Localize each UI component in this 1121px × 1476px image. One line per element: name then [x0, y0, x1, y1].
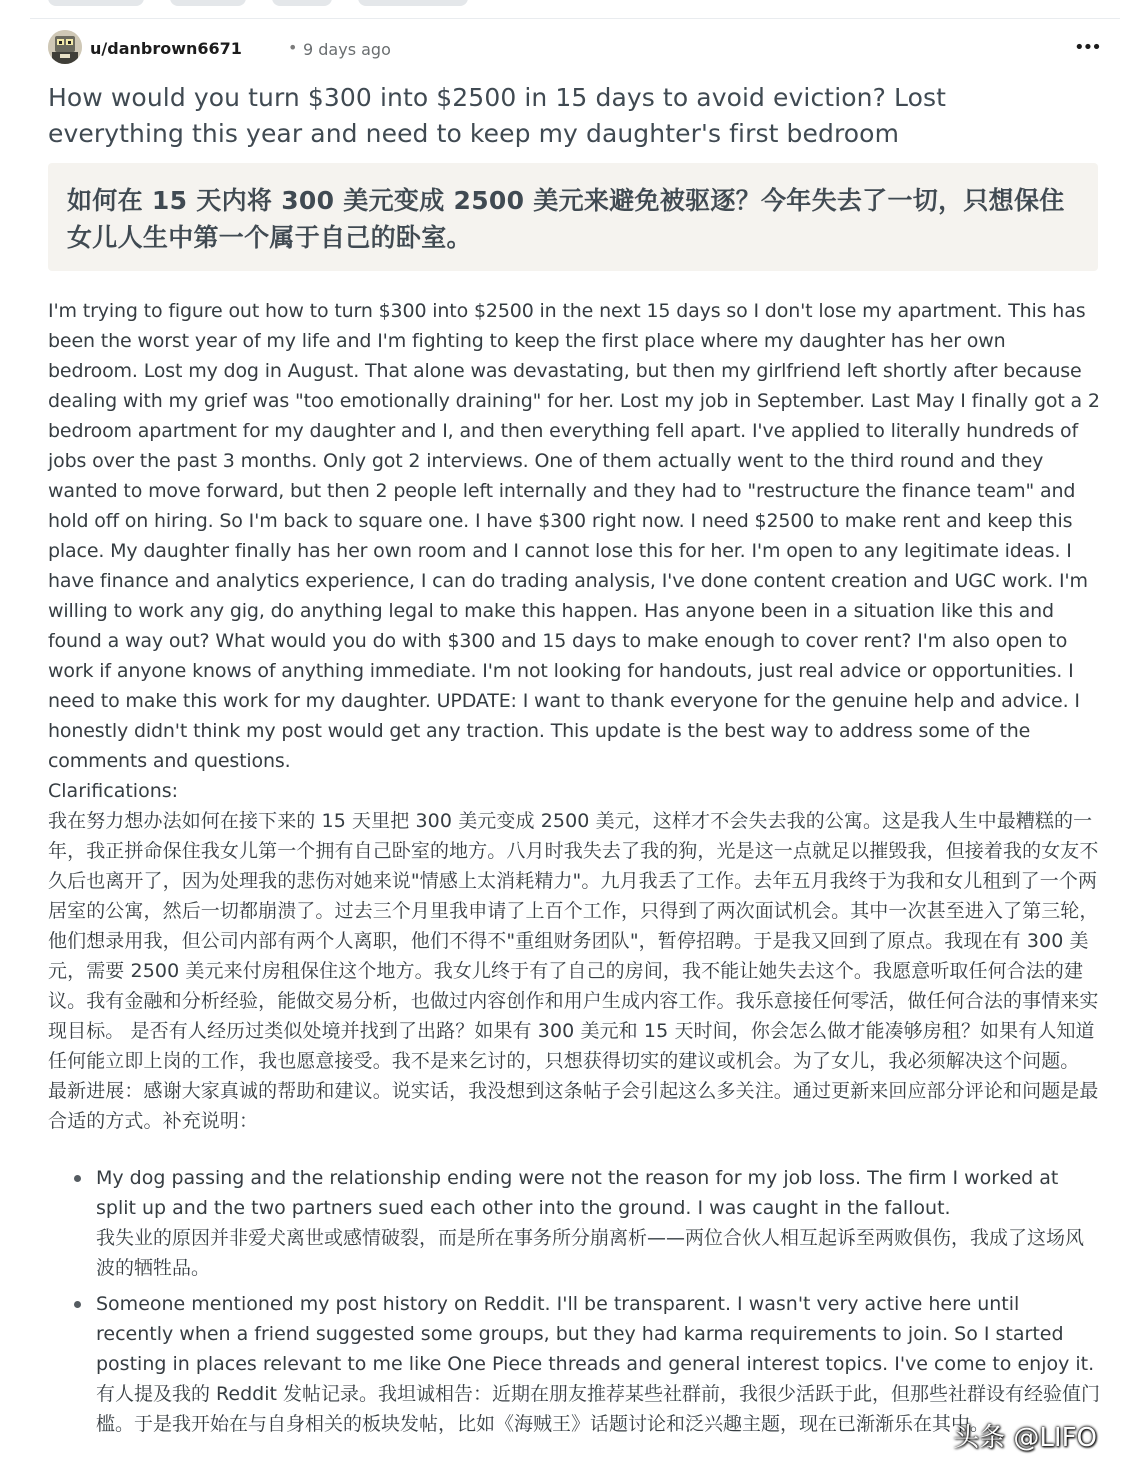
list-item-chinese: 有人提及我的 Reddit 发帖记录。我坦诚相告：近期在朋友推荐某些社群前，我很少活跃于此，但那些社群设有经验值门槛。于是我开始在与自身相关的板块发帖，比如《海贼王》话题讨论和泛兴趣主题，现在已渐渐乐在其中。: [96, 1383, 1100, 1435]
list-item: [48, 1163, 1100, 1283]
divider: [30, 18, 1120, 19]
post-timestamp: 9 days ago: [303, 40, 391, 59]
filter-pill[interactable]: [48, 0, 144, 6]
more-options-icon[interactable]: •••: [1074, 37, 1100, 58]
top-filter-pills: [48, 0, 468, 6]
meta-separator: •: [288, 38, 298, 57]
post-header: [48, 30, 1098, 68]
filter-pill[interactable]: [358, 0, 468, 6]
post-body: [48, 296, 1100, 1136]
title-translation-box: [48, 163, 1098, 271]
filter-pill[interactable]: [272, 0, 332, 6]
post-body-chinese: 我在努力想办法如何在接下来的 15 天里把 300 美元变成 2500 美元，这样才不会失去我的公寓。这是我人生中最糟糕的一年，我正拼命保住我女儿第一个拥有自己卧室的地方。八月时我失去了我的狗，光是这一点就足以摧毁我，但接着我的女友不久后也离开了，因为处理我的悲伤对她来说"情感上太消耗精力"。九月我丢了工作。去年五月我终于为我和女儿租到了一个两居室的公寓，然后一切都崩溃了。过去三个月里我申请了上百个工作，只得到了两次面试机会。其中一次甚至进入了第三轮，他们想录用我，但公司内部有两个人离职，他们不得不"重组财务团队"，暂停招聘。于是我又回到了原点。我现在有 300 美元，需要 2500 美元来付房租保住这个地方。我女儿终于有了自己的房间，我不能让她失去这个。我愿意听取任何合法的建议。我有金融和分析经验，能做交易分析，也做过内容创作和用户生成内容工作。我乐意接任何零活，做任何合法的事情来实现目标。 是否有人经历过类似处境并找到了出路？如果有 300 美元和 15 天时间，你会怎么做才能凑够房租？如果有人知道任何能立即上岗的工作，我也愿意接受。我不是来乞讨的，只想获得切实的建议或机会。为了女儿，我必须解决这个问题。 最新进展：感谢大家真诚的帮助和建议。说实话，我没想到这条帖子会引起这么多关注。通过更新来回应部分评论和问题是最合适的方式。补充说明：: [48, 810, 1099, 1132]
list-item-english: Someone mentioned my post history on Reddit. I'll be transparent. I wasn't very active here until recently when a friend suggested some groups, but they had karma requirements to join. So I started posting in places relevant to me like One Piece threads and general interest topics. I've come to enjoy it.: [96, 1293, 1095, 1375]
user-avatar[interactable]: [48, 30, 82, 64]
list-item-english: My dog passing and the relationship ending were not the reason for my job loss. The firm I worked at split up and the two partners sued each other into the ground. I was caught in the fallout.: [96, 1167, 1059, 1219]
post-body-english: I'm trying to figure out how to turn $300 into $2500 in the next 15 days so I don't lose my apartment. This has been the worst year of my life and I'm fighting to keep the first place where my daughter has her own bedroom. Lost my dog in August. That alone was devastating, but then my girlfriend left shortly after because dealing with my grief was "too emotionally draining" for her. Lost my job in September. Last May I finally got a 2 bedroom apartment for my daughter and I, and then everything fell apart. I've applied to literally hundreds of jobs over the past 3 months. Only got 2 interviews. One of them actually went to the third round and they wanted to move forward, but then 2 people left internally and they had to "restructure the finance team" and hold off on hiring. So I'm back to square one. I have $300 right now. I need $2500 to make rent and keep this place. My daughter finally has her own room and I cannot lose this for her. I'm open to any legitimate ideas. I have finance and analytics experience, I can do trading analysis, I've done content creation and UGC work. I'm willing to work any gig, do anything legal to make this happen. Has anyone been in a situation like this and found a way out? What would you do with $300 and 15 days to make enough to cover rent? I'm also open to work if anyone knows of anything immediate. I'm not looking for handouts, just real advice or opportunities. I need to make this work for my daughter. UPDATE: I want to thank everyone for the genuine help and advice. I honestly didn't think my post would get any traction. This update is the best way to address some of the comments and questions.: [48, 300, 1100, 772]
clarifications-list: [48, 1163, 1100, 1445]
clarifications-label: Clarifications:: [48, 780, 179, 802]
filter-pill[interactable]: [170, 0, 246, 6]
post-author[interactable]: u/danbrown6671: [90, 39, 242, 58]
post-title-translation: 如何在 15 天内将 300 美元变成 2500 美元来避免被驱逐？今年失去了一切，只想保住女儿人生中第一个属于自己的卧室。: [67, 186, 1065, 252]
list-item: [48, 1289, 1100, 1439]
list-item-chinese: 我失业的原因并非爱犬离世或感情破裂，而是所在事务所分崩离析——两位合伙人相互起诉至两败俱伤，我成了这场风波的牺牲品。: [96, 1227, 1085, 1279]
post-title: How would you turn $300 into $2500 in 15 days to avoid eviction? Lost everything this year and need to keep my daughter's first bedroom: [48, 83, 947, 148]
watermark-text: 头条 @LIFO: [953, 1423, 1097, 1453]
bullet-icon: [74, 1175, 81, 1182]
bullet-icon: [74, 1301, 81, 1308]
avatar-icon: [48, 30, 82, 64]
